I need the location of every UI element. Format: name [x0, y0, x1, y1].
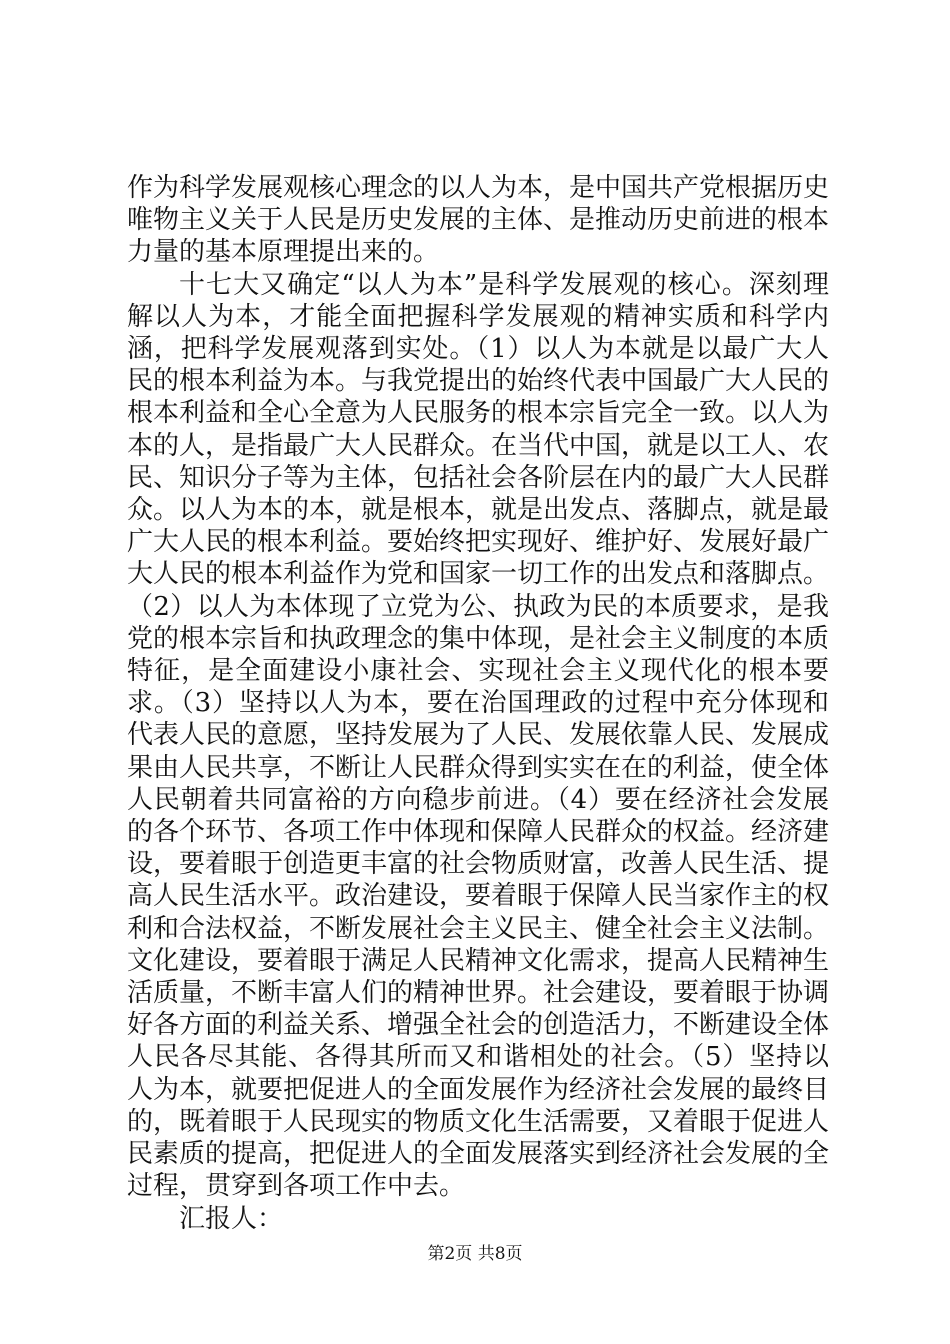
paragraph-intro: 作为科学发展观核心理念的以人为本，是中国共产党根据历史唯物主义关于人民是历史发展的主体、是推动历史前进的根本力量的基本原理提出来的。 — [127, 173, 830, 268]
paragraph-main: 十七大又确定“以人为本”是科学发展观的核心。深刻理解以人为本，才能全面把握科学发展观的精神实质和科学内涵，把科学发展观落到实处。（1）以人为本就是以最广大人民的根本利益为本。与我党提出的始终代表中国最广大人民的根本利益和全心全意为人民服务的根本宗旨完全一致。以人为本的人，是指最广大人民群众。在当代中国，就是以工人、农民、知识分子等为主体，包括社会各阶层在内的最广大人民群众。以人为本的本，就是根本，就是出发点、落脚点，就是最广大人民的根本利益。要始终把实现好、维护好、发展好最广大人民的根本利益作为党和国家一切工作的出发点和落脚点。（2）以人为本体现了立党为公、执政为民的本质要求，是我党的根本宗旨和执政理念的集中体现，是社会主义制度的本质特征，是全面建设小康社会、实现社会主义现代化的根本要求。（3）坚持以人为本，要在治国理政的过程中充分体现和代表人民的意愿，坚持发展为了人民、发展依靠人民、发展成果由人民共享，不断让人民群众得到实实在在的利益，使全体人民朝着共同富裕的方向稳步前进。（4）要在经济社会发展的各个环节、各项工作中体现和保障人民群众的权益。经济建设，要着眼于创造更丰富的社会物质财富，改善人民生活、提高人民生活水平。政治建设，要着眼于保障人民当家作主的权利和合法权益，不断发展社会主义民主、健全社会主义法制。文化建设，要着眼于满足人民精神文化需求，提高人民精神生活质量，不断丰富人们的精神世界。社会建设，要着眼于协调好各方面的利益关系、增强全社会的创造活力，不断建设全体人民各尽其能、各得其所而又和谐相处的社会。（5）坚持以人为本，就要把促进人的全面发展作为经济社会发展的最终目的，既着眼于人民现实的物质文化生活需要，又着眼于促进人民素质的提高，把促进人的全面发展落实到经济社会发展的全过程，贯穿到各项工作中去。 — [127, 269, 830, 1202]
document-body — [127, 172, 829, 1235]
page-footer: 第2页 共8页 — [427, 1244, 523, 1264]
reporter-line: 汇报人： — [179, 1203, 284, 1234]
